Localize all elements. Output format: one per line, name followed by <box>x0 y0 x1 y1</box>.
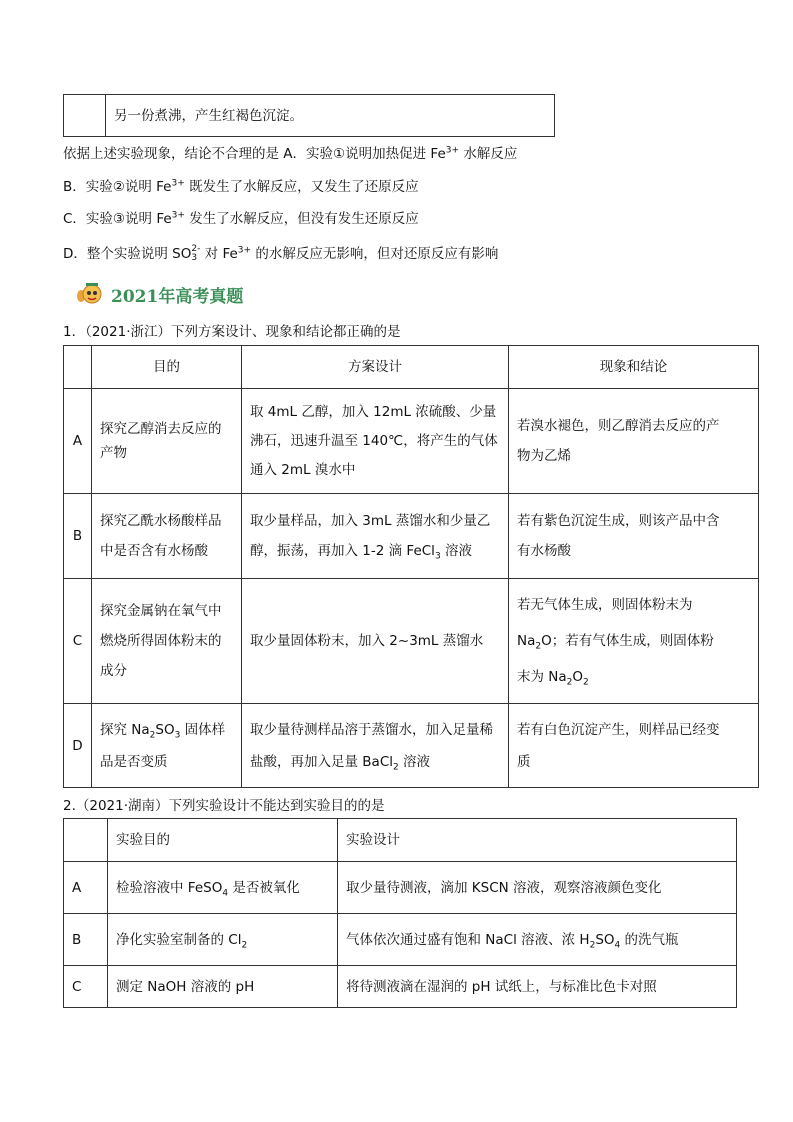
q1-header-purpose: 目的 <box>92 346 242 389</box>
q2-row-c <box>64 966 737 1008</box>
q2-row-label: A <box>64 862 108 914</box>
q2-row-design: 取少量待测液，滴加 KSCN 溶液，观察溶液颜色变化 <box>338 862 737 914</box>
q2-header-blank <box>64 819 108 862</box>
q1-row-b <box>64 494 759 579</box>
q2-row-b <box>64 914 737 966</box>
q2-stem: 2.（2021·湖南）下列实验设计不能达到实验目的的是 <box>63 798 385 814</box>
q1-row-label: C <box>64 579 92 704</box>
top-table <box>63 94 555 137</box>
q2-row-purpose: 检验溶液中 FeSO$_4$ 是否被氧化 <box>108 862 338 914</box>
q2-header-row <box>64 819 737 862</box>
top-table-label-cell <box>64 95 106 137</box>
q2-row-design: 气体依次通过盛有饱和 NaCl 溶液、浓 $H_2SO_4$ 的洗气瓶 <box>338 914 737 966</box>
q1-row-label: A <box>64 389 92 494</box>
q1-row-result: 若有白色沉淀产生，则样品已经变 质 <box>509 704 759 788</box>
q1-row-label: D <box>64 704 92 788</box>
q1-row-result: 若溴水褪色，则乙醇消去反应的产 物为乙烯 <box>509 389 759 494</box>
q1-row-design: 取少量待测样品溶于蒸馏水，加入足量稀 盐酸，再加入足量 BaCl$_2$ 溶液 <box>242 704 509 788</box>
q2-row-purpose: 净化实验室制备的 $Cl_2$ <box>108 914 338 966</box>
section-heading <box>75 281 243 307</box>
prev-option-c: C．实验③说明 $Fe^{3+}$ 发生了水解反应，但没有发生还原反应 <box>63 210 419 227</box>
q1-row-d <box>64 704 759 788</box>
q1-row-a <box>64 389 759 494</box>
q1-header-blank <box>64 346 92 389</box>
q1-header-design: 方案设计 <box>242 346 509 389</box>
q1-row-design: 取 4mL 乙醇，加入 12mL 浓硫酸、少量 沸石，迅速升温至 140℃，将产生的气体 通入 2mL 溴水中 <box>242 389 509 494</box>
q1-row-purpose: 探究乙酰水杨酸样品 中是否含有水杨酸 <box>92 494 242 579</box>
q1-row-design: 取少量样品，加入 3mL 蒸馏水和少量乙 醇，振荡，再加入 1-2 滴 FeCl$_3$ 溶液 <box>242 494 509 579</box>
q1-row-purpose: 探究 $Na_2SO_3$ 固体样 品是否变质 <box>92 704 242 788</box>
q1-header-row <box>64 346 759 389</box>
q1-table <box>63 345 759 788</box>
q1-stem: 1．（2021·浙江）下列方案设计、现象和结论都正确的是 <box>63 324 401 340</box>
prev-option-b: B．实验②说明 $Fe^{3+}$ 既发生了水解反应，又发生了还原反应 <box>63 178 419 195</box>
section-title: 2021年高考真题 <box>111 286 244 307</box>
q2-row-label: C <box>64 966 108 1008</box>
q2-row-a <box>64 862 737 914</box>
q1-row-purpose: 探究金属钠在氧气中 燃烧所得固体粉末的 成分 <box>92 579 242 704</box>
q2-row-purpose: 测定 NaOH 溶液的 pH <box>108 966 338 1008</box>
q2-row-design: 将待测液滴在湿润的 pH 试纸上，与标准比色卡对照 <box>338 966 737 1008</box>
q1-row-design: 取少量固体粉末，加入 2~3mL 蒸馏水 <box>242 579 509 704</box>
prev-question-stem: 依据上述实验现象，结论不合理的是 A．实验①说明加热促进 $Fe^{3+}$ 水解反应 <box>63 145 518 162</box>
q1-row-purpose: 探究乙醇消去反应的 产物 <box>92 389 242 494</box>
q2-header-purpose: 实验目的 <box>108 819 338 862</box>
top-table-text-cell: 另一份煮沸，产生红褐色沉淀。 <box>106 95 555 137</box>
q1-row-c <box>64 579 759 704</box>
q2-header-design: 实验设计 <box>338 819 737 862</box>
q1-row-result: 若无气体生成，则固体粉末为 $Na_2O$；若有气体生成，则固体粉 末为 $Na_2O_2$ <box>509 579 759 704</box>
q2-table <box>63 818 737 1008</box>
mascot-icon <box>75 281 103 307</box>
q1-row-result: 若有紫色沉淀生成，则该产品中含 有水杨酸 <box>509 494 759 579</box>
q2-row-label: B <box>64 914 108 966</box>
q1-header-result: 现象和结论 <box>509 346 759 389</box>
q1-row-label: B <box>64 494 92 579</box>
prev-option-d: D．整个实验说明 SO 2- 3 对 $Fe^{3+}$ 的水解反应无影响，但对还原反应有影响 <box>63 244 499 263</box>
